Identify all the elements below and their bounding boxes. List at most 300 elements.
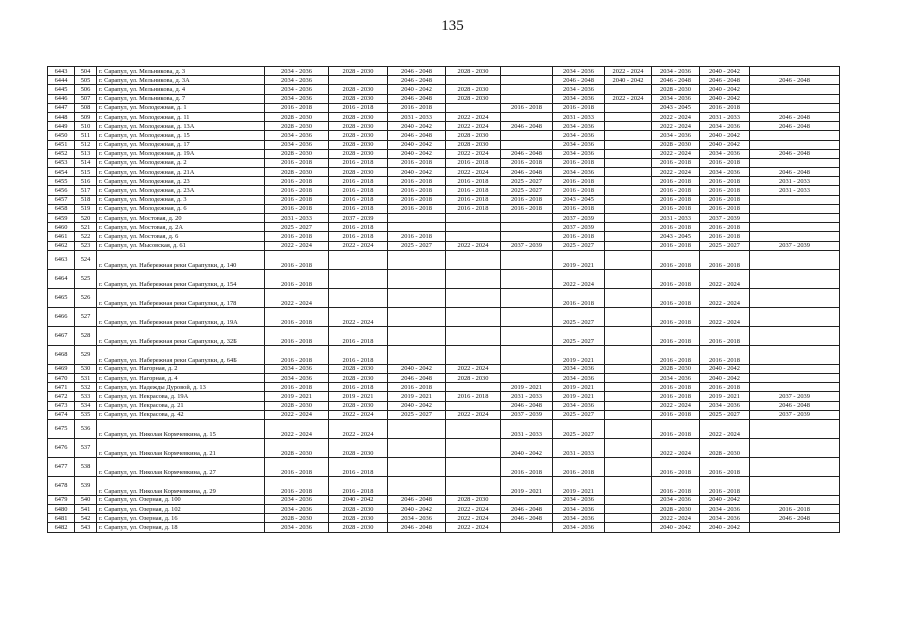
period-cell: 2022 - 2024 xyxy=(652,438,700,457)
table-row xyxy=(48,85,840,94)
item-number-cell: 515 xyxy=(75,168,97,177)
address-cell: г. Сарапул, ул. Набережная реки Сарапулки, д. 140 xyxy=(97,250,265,269)
table-row xyxy=(48,438,840,457)
period-cell xyxy=(605,410,652,419)
period-cell xyxy=(446,345,501,364)
period-cell: 2022 - 2024 xyxy=(446,514,501,523)
period-cell xyxy=(605,122,652,131)
period-cell: 2016 - 2018 xyxy=(652,186,700,195)
period-cell: 2046 - 2048 xyxy=(750,168,840,177)
period-cell xyxy=(501,288,553,307)
table-row xyxy=(48,131,840,140)
period-cell: 2031 - 2033 xyxy=(700,112,750,121)
period-cell: 2046 - 2048 xyxy=(388,523,446,532)
period-cell xyxy=(501,269,553,288)
row-number-cell: 6467 xyxy=(48,326,75,345)
period-cell: 2016 - 2018 xyxy=(265,250,329,269)
period-cell: 2016 - 2018 xyxy=(700,232,750,241)
row-number-cell: 6461 xyxy=(48,232,75,241)
period-cell: 2016 - 2018 xyxy=(553,177,605,186)
period-cell xyxy=(605,195,652,204)
address-cell: г. Сарапул, ул. Озерная, д. 18 xyxy=(97,523,265,532)
period-cell: 2016 - 2018 xyxy=(652,392,700,401)
address-cell: г. Сарапул, ул. Нагорная, д. 4 xyxy=(97,373,265,382)
period-cell xyxy=(750,326,840,345)
period-cell: 2019 - 2021 xyxy=(553,476,605,495)
period-cell xyxy=(605,383,652,392)
period-cell: 2016 - 2018 xyxy=(388,186,446,195)
item-number-cell: 518 xyxy=(75,195,97,204)
address-cell: г. Сарапул, ул. Молодежная, д. 11 xyxy=(97,112,265,121)
period-cell: 2016 - 2018 xyxy=(388,232,446,241)
period-cell: 2022 - 2024 xyxy=(265,288,329,307)
period-cell: 2040 - 2042 xyxy=(388,122,446,131)
period-cell: 2016 - 2018 xyxy=(700,195,750,204)
table-row xyxy=(48,140,840,149)
period-cell: 2034 - 2036 xyxy=(700,505,750,514)
period-cell: 2016 - 2018 xyxy=(700,177,750,186)
period-cell xyxy=(605,204,652,213)
period-cell: 2028 - 2030 xyxy=(265,168,329,177)
address-cell: г. Сарапул, ул. Мостовая, д. 2А xyxy=(97,223,265,232)
period-cell: 2022 - 2024 xyxy=(446,523,501,532)
period-cell: 2016 - 2018 xyxy=(446,195,501,204)
period-cell: 2046 - 2048 xyxy=(750,122,840,131)
period-cell: 2034 - 2036 xyxy=(700,401,750,410)
row-number-cell: 6480 xyxy=(48,505,75,514)
period-cell: 2028 - 2030 xyxy=(329,140,388,149)
period-cell: 2016 - 2018 xyxy=(652,457,700,476)
period-cell xyxy=(446,438,501,457)
period-cell xyxy=(501,364,553,373)
period-cell xyxy=(605,131,652,140)
period-cell xyxy=(501,223,553,232)
period-cell xyxy=(750,288,840,307)
item-number-cell: 525 xyxy=(75,269,97,288)
period-cell: 2016 - 2018 xyxy=(446,158,501,167)
period-cell: 2016 - 2018 xyxy=(446,392,501,401)
period-cell: 2028 - 2030 xyxy=(265,401,329,410)
period-cell xyxy=(388,476,446,495)
period-cell: 2034 - 2036 xyxy=(553,401,605,410)
address-cell: г. Сарапул, ул. Мостовая, д. 20 xyxy=(97,214,265,223)
period-cell xyxy=(446,103,501,112)
period-cell xyxy=(750,523,840,532)
table-row xyxy=(48,383,840,392)
period-cell: 2016 - 2018 xyxy=(700,223,750,232)
period-cell: 2016 - 2018 xyxy=(329,103,388,112)
table-row xyxy=(48,269,840,288)
period-cell: 2040 - 2042 xyxy=(388,168,446,177)
period-cell: 2034 - 2036 xyxy=(700,168,750,177)
period-cell: 2016 - 2018 xyxy=(265,158,329,167)
period-cell: 2040 - 2042 xyxy=(329,495,388,504)
period-cell xyxy=(750,495,840,504)
period-cell: 2016 - 2018 xyxy=(388,383,446,392)
period-cell: 2016 - 2018 xyxy=(553,186,605,195)
period-cell: 2034 - 2036 xyxy=(553,523,605,532)
address-cell: г. Сарапул, ул. Набережная реки Сарапулки, д. 64Б xyxy=(97,345,265,364)
period-cell xyxy=(605,505,652,514)
period-cell: 2037 - 2039 xyxy=(750,392,840,401)
period-cell: 2046 - 2048 xyxy=(388,76,446,85)
period-cell: 2046 - 2048 xyxy=(750,112,840,121)
period-cell xyxy=(329,76,388,85)
period-cell xyxy=(605,392,652,401)
period-cell xyxy=(501,345,553,364)
period-cell: 2034 - 2036 xyxy=(265,67,329,76)
period-cell xyxy=(501,214,553,223)
period-cell: 2028 - 2030 xyxy=(446,94,501,103)
period-cell xyxy=(446,326,501,345)
repair-schedule-table xyxy=(47,66,840,533)
period-cell xyxy=(605,401,652,410)
item-number-cell: 532 xyxy=(75,383,97,392)
period-cell: 2028 - 2030 xyxy=(652,140,700,149)
period-cell: 2016 - 2018 xyxy=(553,232,605,241)
period-cell: 2022 - 2024 xyxy=(265,410,329,419)
item-number-cell: 506 xyxy=(75,85,97,94)
period-cell: 2022 - 2024 xyxy=(652,149,700,158)
row-number-cell: 6445 xyxy=(48,85,75,94)
period-cell: 2016 - 2018 xyxy=(265,326,329,345)
period-cell xyxy=(750,103,840,112)
period-cell xyxy=(446,383,501,392)
item-number-cell: 510 xyxy=(75,122,97,131)
period-cell xyxy=(388,438,446,457)
period-cell: 2046 - 2048 xyxy=(501,401,553,410)
period-cell xyxy=(501,94,553,103)
period-cell: 2046 - 2048 xyxy=(388,373,446,382)
period-cell: 2016 - 2018 xyxy=(265,103,329,112)
item-number-cell: 522 xyxy=(75,232,97,241)
period-cell: 2016 - 2018 xyxy=(501,158,553,167)
period-cell: 2022 - 2024 xyxy=(446,168,501,177)
table-row xyxy=(48,204,840,213)
period-cell: 2040 - 2042 xyxy=(700,495,750,504)
period-cell xyxy=(605,438,652,457)
period-cell: 2022 - 2024 xyxy=(553,269,605,288)
period-cell xyxy=(605,476,652,495)
period-cell xyxy=(750,307,840,326)
period-cell xyxy=(605,495,652,504)
period-cell: 2016 - 2018 xyxy=(553,158,605,167)
period-cell: 2028 - 2030 xyxy=(265,112,329,121)
period-cell: 2031 - 2033 xyxy=(750,177,840,186)
item-number-cell: 535 xyxy=(75,410,97,419)
table-row xyxy=(48,457,840,476)
item-number-cell: 528 xyxy=(75,326,97,345)
table-row xyxy=(48,364,840,373)
period-cell: 2016 - 2018 xyxy=(652,158,700,167)
period-cell xyxy=(501,250,553,269)
row-number-cell: 6464 xyxy=(48,269,75,288)
period-cell: 2016 - 2018 xyxy=(329,177,388,186)
period-cell xyxy=(446,269,501,288)
period-cell: 2016 - 2018 xyxy=(553,288,605,307)
period-cell: 2034 - 2036 xyxy=(265,140,329,149)
period-cell xyxy=(605,514,652,523)
period-cell: 2016 - 2018 xyxy=(388,103,446,112)
row-number-cell: 6479 xyxy=(48,495,75,504)
period-cell: 2016 - 2018 xyxy=(329,204,388,213)
period-cell: 2022 - 2024 xyxy=(700,307,750,326)
period-cell: 2028 - 2030 xyxy=(446,495,501,504)
period-cell: 2034 - 2036 xyxy=(265,364,329,373)
table-row xyxy=(48,168,840,177)
period-cell: 2016 - 2018 xyxy=(388,158,446,167)
period-cell: 2034 - 2036 xyxy=(700,122,750,131)
period-cell: 2031 - 2033 xyxy=(652,214,700,223)
table-row xyxy=(48,495,840,504)
period-cell: 2028 - 2030 xyxy=(329,85,388,94)
item-number-cell: 537 xyxy=(75,438,97,457)
period-cell: 2016 - 2018 xyxy=(652,269,700,288)
address-cell: г. Сарапул, ул. Набережная реки Сарапулки, д. 178 xyxy=(97,288,265,307)
period-cell: 2019 - 2021 xyxy=(553,392,605,401)
table-row xyxy=(48,373,840,382)
period-cell: 2031 - 2033 xyxy=(501,419,553,438)
period-cell xyxy=(750,67,840,76)
table-row xyxy=(48,112,840,121)
period-cell: 2022 - 2024 xyxy=(652,122,700,131)
row-number-cell: 6463 xyxy=(48,250,75,269)
period-cell: 2022 - 2024 xyxy=(329,410,388,419)
period-cell: 2034 - 2036 xyxy=(553,140,605,149)
table-row xyxy=(48,410,840,419)
row-number-cell: 6478 xyxy=(48,476,75,495)
period-cell: 2016 - 2018 xyxy=(652,250,700,269)
period-cell: 2028 - 2030 xyxy=(329,112,388,121)
table-row xyxy=(48,223,840,232)
row-number-cell: 6457 xyxy=(48,195,75,204)
period-cell xyxy=(605,158,652,167)
period-cell xyxy=(501,373,553,382)
period-cell xyxy=(605,307,652,326)
period-cell: 2022 - 2024 xyxy=(446,149,501,158)
period-cell: 2028 - 2030 xyxy=(329,364,388,373)
period-cell: 2028 - 2030 xyxy=(652,85,700,94)
period-cell: 2028 - 2030 xyxy=(329,523,388,532)
table-row xyxy=(48,67,840,76)
period-cell xyxy=(446,76,501,85)
period-cell xyxy=(750,158,840,167)
row-number-cell: 6466 xyxy=(48,307,75,326)
period-cell: 2037 - 2039 xyxy=(750,241,840,250)
period-cell xyxy=(605,223,652,232)
period-cell: 2016 - 2018 xyxy=(265,383,329,392)
period-cell: 2016 - 2018 xyxy=(446,177,501,186)
item-number-cell: 529 xyxy=(75,345,97,364)
period-cell: 2046 - 2048 xyxy=(501,514,553,523)
period-cell: 2034 - 2036 xyxy=(265,523,329,532)
period-cell xyxy=(329,250,388,269)
period-cell: 2019 - 2021 xyxy=(329,392,388,401)
period-cell xyxy=(605,214,652,223)
period-cell xyxy=(750,140,840,149)
period-cell xyxy=(750,476,840,495)
period-cell: 2046 - 2048 xyxy=(553,76,605,85)
period-cell: 2022 - 2024 xyxy=(446,122,501,131)
period-cell: 2040 - 2042 xyxy=(700,523,750,532)
period-cell: 2016 - 2018 xyxy=(652,223,700,232)
address-cell: г. Сарапул, ул. Николая Кормчевкина, д. 29 xyxy=(97,476,265,495)
table-row xyxy=(48,177,840,186)
period-cell: 2043 - 2045 xyxy=(652,232,700,241)
period-cell: 2016 - 2018 xyxy=(446,204,501,213)
period-cell: 2028 - 2030 xyxy=(329,373,388,382)
period-cell xyxy=(446,223,501,232)
period-cell: 2040 - 2042 xyxy=(700,131,750,140)
period-cell: 2028 - 2030 xyxy=(446,140,501,149)
address-cell: г. Сарапул, ул. Молодежная, д. 17 xyxy=(97,140,265,149)
period-cell xyxy=(446,232,501,241)
address-cell: г. Сарапул, ул. Молодежная, д. 6 xyxy=(97,204,265,213)
period-cell: 2040 - 2042 xyxy=(700,85,750,94)
address-cell: г. Сарапул, ул. Молодежная, д. 3 xyxy=(97,195,265,204)
period-cell: 2031 - 2033 xyxy=(501,392,553,401)
period-cell: 2034 - 2036 xyxy=(553,495,605,504)
table-row xyxy=(48,232,840,241)
row-number-cell: 6450 xyxy=(48,131,75,140)
period-cell: 2034 - 2036 xyxy=(553,122,605,131)
address-cell: г. Сарапул, ул. Николая Кормчевкина, д. 21 xyxy=(97,438,265,457)
period-cell xyxy=(501,131,553,140)
item-number-cell: 533 xyxy=(75,392,97,401)
period-cell: 2022 - 2024 xyxy=(605,67,652,76)
item-number-cell: 504 xyxy=(75,67,97,76)
period-cell xyxy=(388,457,446,476)
period-cell: 2034 - 2036 xyxy=(265,505,329,514)
address-cell: г. Сарапул, ул. Мысовская, д. 61 xyxy=(97,241,265,250)
period-cell xyxy=(605,250,652,269)
table-row xyxy=(48,214,840,223)
period-cell xyxy=(605,85,652,94)
table-row xyxy=(48,419,840,438)
period-cell xyxy=(750,345,840,364)
period-cell: 2034 - 2036 xyxy=(265,85,329,94)
period-cell xyxy=(388,223,446,232)
period-cell xyxy=(388,345,446,364)
period-cell xyxy=(605,177,652,186)
period-cell xyxy=(605,269,652,288)
period-cell xyxy=(388,326,446,345)
address-cell: г. Сарапул, ул. Молодежная, д. 2 xyxy=(97,158,265,167)
period-cell xyxy=(750,457,840,476)
period-cell xyxy=(605,364,652,373)
period-cell xyxy=(750,364,840,373)
period-cell: 2028 - 2030 xyxy=(329,438,388,457)
period-cell: 2034 - 2036 xyxy=(388,514,446,523)
table-row xyxy=(48,241,840,250)
row-number-cell: 6471 xyxy=(48,383,75,392)
row-number-cell: 6470 xyxy=(48,373,75,382)
address-cell: г. Сарапул, ул. Молодежная, д. 13А xyxy=(97,122,265,131)
period-cell xyxy=(446,250,501,269)
period-cell: 2016 - 2018 xyxy=(652,383,700,392)
table-row xyxy=(48,94,840,103)
item-number-cell: 514 xyxy=(75,158,97,167)
period-cell: 2016 - 2018 xyxy=(388,177,446,186)
period-cell: 2040 - 2042 xyxy=(605,76,652,85)
period-cell: 2034 - 2036 xyxy=(652,495,700,504)
period-cell: 2019 - 2021 xyxy=(501,383,553,392)
period-cell: 2040 - 2042 xyxy=(388,505,446,514)
period-cell: 2025 - 2027 xyxy=(265,223,329,232)
period-cell: 2046 - 2048 xyxy=(700,76,750,85)
period-cell: 2046 - 2048 xyxy=(750,514,840,523)
period-cell xyxy=(388,288,446,307)
item-number-cell: 523 xyxy=(75,241,97,250)
table-row xyxy=(48,523,840,532)
period-cell xyxy=(329,269,388,288)
period-cell: 2022 - 2024 xyxy=(700,269,750,288)
period-cell: 2034 - 2036 xyxy=(652,94,700,103)
row-number-cell: 6456 xyxy=(48,186,75,195)
row-number-cell: 6468 xyxy=(48,345,75,364)
period-cell xyxy=(750,232,840,241)
period-cell: 2040 - 2042 xyxy=(388,364,446,373)
period-cell xyxy=(446,419,501,438)
period-cell: 2037 - 2039 xyxy=(553,214,605,223)
row-number-cell: 6455 xyxy=(48,177,75,186)
period-cell: 2046 - 2048 xyxy=(501,122,553,131)
item-number-cell: 543 xyxy=(75,523,97,532)
row-number-cell: 6452 xyxy=(48,149,75,158)
period-cell: 2016 - 2018 xyxy=(700,326,750,345)
period-cell: 2022 - 2024 xyxy=(329,241,388,250)
period-cell: 2046 - 2048 xyxy=(388,94,446,103)
period-cell: 2016 - 2018 xyxy=(446,186,501,195)
period-cell: 2034 - 2036 xyxy=(553,149,605,158)
period-cell xyxy=(388,250,446,269)
period-cell: 2028 - 2030 xyxy=(446,131,501,140)
period-cell: 2040 - 2042 xyxy=(700,364,750,373)
row-number-cell: 6462 xyxy=(48,241,75,250)
period-cell: 2028 - 2030 xyxy=(265,149,329,158)
period-cell: 2034 - 2036 xyxy=(652,67,700,76)
period-cell: 2037 - 2039 xyxy=(501,410,553,419)
period-cell: 2028 - 2030 xyxy=(265,122,329,131)
period-cell: 2016 - 2018 xyxy=(501,204,553,213)
period-cell: 2028 - 2030 xyxy=(265,514,329,523)
page-number: 135 xyxy=(441,18,464,34)
period-cell xyxy=(446,401,501,410)
period-cell: 2040 - 2042 xyxy=(388,85,446,94)
row-number-cell: 6474 xyxy=(48,410,75,419)
item-number-cell: 521 xyxy=(75,223,97,232)
period-cell: 2034 - 2036 xyxy=(553,67,605,76)
table-row xyxy=(48,76,840,85)
address-cell: г. Сарапул, ул. Николая Кормчевкина, д. 15 xyxy=(97,419,265,438)
address-cell: г. Сарапул, ул. Некрасова, д. 19А xyxy=(97,392,265,401)
period-cell: 2016 - 2018 xyxy=(700,345,750,364)
period-cell: 2016 - 2018 xyxy=(652,326,700,345)
period-cell xyxy=(501,232,553,241)
row-number-cell: 6453 xyxy=(48,158,75,167)
period-cell: 2022 - 2024 xyxy=(605,94,652,103)
period-cell: 2025 - 2027 xyxy=(501,186,553,195)
table-row xyxy=(48,392,840,401)
period-cell: 2046 - 2048 xyxy=(652,76,700,85)
row-number-cell: 6477 xyxy=(48,457,75,476)
period-cell: 2016 - 2018 xyxy=(652,204,700,213)
period-cell xyxy=(501,523,553,532)
period-cell: 2019 - 2021 xyxy=(388,392,446,401)
row-number-cell: 6448 xyxy=(48,112,75,121)
period-cell: 2028 - 2030 xyxy=(329,149,388,158)
item-number-cell: 513 xyxy=(75,149,97,158)
